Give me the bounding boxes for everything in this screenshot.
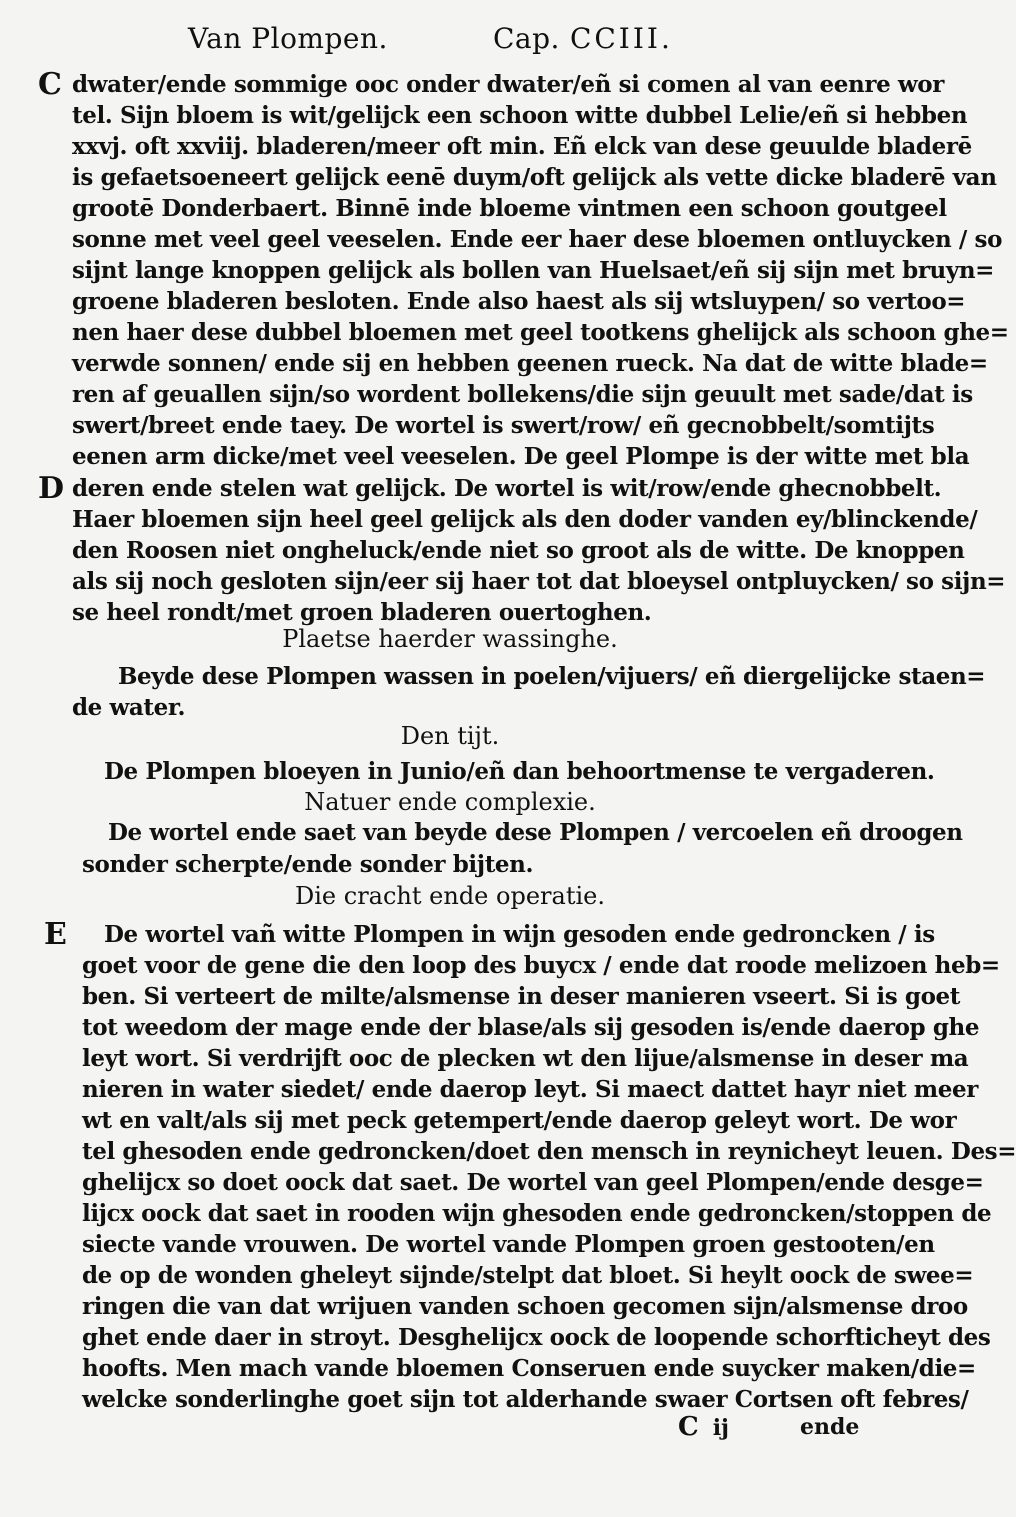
text-line: leyt wort. Si verdrijft ooc de plecken wt den lijue/alsmense in deser ma	[82, 1045, 969, 1072]
text-line: de water.	[72, 694, 186, 721]
section-marker-d: D	[38, 471, 65, 506]
section-heading-time: Den tijt.	[400, 722, 500, 750]
text-line: goet voor de gene die den loop des buycx / ende dat roode melizoen heb=	[82, 952, 1000, 979]
text-line: lijcx oock dat saet in rooden wijn ghesoden ende gedroncken/stoppen de	[82, 1200, 992, 1227]
text-line: tel. Sijn bloem is wit/gelijck een schoon witte dubbel Lelie/eñ si hebben	[72, 102, 968, 129]
text-line: Haer bloemen sijn heel geel gelijck als den doder vanden ey/blinckende/	[72, 506, 978, 533]
text-line: tel ghesoden ende gedroncken/doet den mensch in reynicheyt leuen. Des=	[82, 1138, 1016, 1165]
section-heading-nature: Natuer ende complexie.	[304, 788, 596, 816]
text-line: De wortel vañ witte Plompen in wijn gesoden ende gedroncken / is	[104, 921, 935, 948]
text-line: de op de wonden gheleyt sijnde/stelpt dat bloet. Si heylt oock de swee=	[82, 1262, 974, 1289]
text-line: siecte vande vrouwen. De wortel vande Plompen groen gestooten/en	[82, 1231, 935, 1258]
text-line: eenen arm dicke/met veel veeselen. De geel Plompe is der witte met bla	[72, 443, 970, 470]
section-heading-virtue: Die cracht ende operatie.	[295, 882, 605, 910]
text-line: grootē Donderbaert. Binnē inde bloeme vintmen een schoon goutgeel	[72, 195, 947, 222]
text-line: welcke sonderlinghe goet sijn tot alderhande swaer Cortsen oft febres/	[82, 1386, 969, 1413]
signature-number: ij	[712, 1415, 730, 1441]
page-header	[0, 22, 900, 66]
text-line: De Plompen bloeyen in Junio/eñ dan behoortmense te vergaderen.	[104, 758, 935, 785]
text-line: dwater/ende sommige ooc onder dwater/eñ si comen al van eenre wor	[72, 71, 944, 98]
text-line: deren ende stelen wat gelijck. De wortel is wit/row/ende ghecnobbelt.	[72, 475, 942, 502]
text-line: tot weedom der mage ende der blase/als sij gesoden is/ende daerop ghe	[82, 1014, 980, 1041]
chapter-number: CCIII.	[569, 22, 673, 55]
text-line: als sij noch gesloten sijn/eer sij haer tot dat bloeysel ontpluycken/ so sijn=	[72, 568, 1006, 595]
signature-mark	[678, 1412, 729, 1442]
page-footer	[0, 1412, 900, 1452]
text-line: ben. Si verteert de milte/alsmense in deser manieren vseert. Si is goet	[82, 983, 960, 1010]
text-line: wt en valt/als sij met peck getempert/ende daerop geleyt wort. De wor	[82, 1107, 957, 1134]
text-line: verwde sonnen/ ende sij en hebben geenen rueck. Na dat de witte blade=	[72, 350, 988, 377]
text-line: swert/breet ende taey. De wortel is swert/row/ eñ gecnobbelt/somtijts	[72, 412, 935, 439]
chapter-label: Cap.	[493, 22, 560, 55]
section-marker-c: C	[38, 67, 62, 102]
text-line: den Roosen niet ongheluck/ende niet so groot als de witte. De knoppen	[72, 537, 965, 564]
text-line: nen haer dese dubbel bloemen met geel tootkens ghelijck als schoon ghe=	[72, 319, 1009, 346]
text-line: sonne met veel geel veeselen. Ende eer haer dese bloemen ontluycken / so	[72, 226, 1003, 253]
signature-letter: C	[678, 1412, 699, 1442]
text-line: hoofts. Men mach vande bloemen Conseruen ende suycker maken/die=	[82, 1355, 976, 1382]
running-title: Van Plompen.	[188, 22, 388, 55]
text-line: groene bladeren besloten. Ende also haest als sij wtsluypen/ so vertoo=	[72, 288, 966, 315]
text-line: sonder scherpte/ende sonder bijten.	[82, 851, 534, 878]
section-heading-place: Plaetse haerder wassinghe.	[282, 625, 618, 653]
text-line: xxvj. oft xxviij. bladeren/meer oft min. Eñ elck van dese geuulde bladerē	[72, 133, 972, 160]
text-line: De wortel ende saet van beyde dese Plompen / vercoelen eñ droogen	[108, 819, 963, 846]
text-line: ghet ende daer in stroyt. Desghelijcx oock de loopende schorfticheyt des	[82, 1324, 991, 1351]
text-line: is gefaetsoeneert gelijck eenē duym/oft gelijck als vette dicke bladerē van	[72, 164, 997, 191]
text-line: nieren in water siedet/ ende daerop leyt. Si maect dattet hayr niet meer	[82, 1076, 978, 1103]
text-line: sijnt lange knoppen gelijck als bollen van Huelsaet/eñ sij sijn met bruyn=	[72, 257, 995, 284]
section-marker-e: E	[44, 917, 67, 952]
text-line: se heel rondt/met groen bladeren ouertoghen.	[72, 599, 652, 626]
text-line: ghelijcx so doet oock dat saet. De wortel van geel Plompen/ende desge=	[82, 1169, 984, 1196]
chapter-heading	[493, 22, 673, 55]
catchword: ende	[800, 1414, 860, 1440]
text-line: ringen die van dat wrijuen vanden schoen gecomen sijn/alsmense droo	[82, 1293, 968, 1320]
text-line: Beyde dese Plompen wassen in poelen/vijuers/ eñ diergelijcke staen=	[118, 663, 986, 690]
text-line: ren af geuallen sijn/so wordent bollekens/die sijn geuult met sade/dat is	[72, 381, 973, 408]
